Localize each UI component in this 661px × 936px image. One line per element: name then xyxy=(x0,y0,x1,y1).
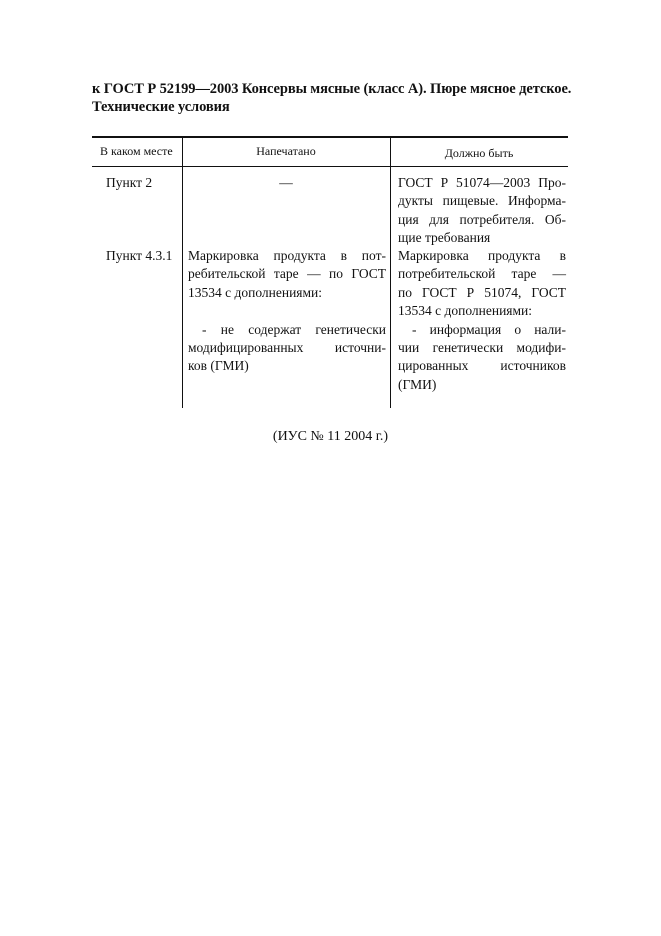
row-2-printed-line: - не содержат генетически xyxy=(202,321,386,337)
row-1-should-be-line: дукты пищевые. Информа- xyxy=(398,193,566,209)
row-1-should-be-line: ция для потребителя. Об- xyxy=(398,211,566,227)
header-place: В каком месте xyxy=(100,144,173,158)
row-2-place xyxy=(106,247,172,265)
amendment-title-line-2: Технические условия xyxy=(92,99,230,115)
amendment-title-line-1: к ГОСТ Р 52199—2003 Консервы мясные (класс А). Пюре мясное детское. xyxy=(92,81,572,97)
header-should-be: Должно быть xyxy=(444,146,514,160)
row-1-printed-dash: — xyxy=(279,175,293,190)
table-header-rule xyxy=(92,166,568,167)
row-2-printed-line: ребительской таре — по ГОСТ xyxy=(188,266,386,282)
row-2-should-be-line: потребительской таре — xyxy=(398,266,566,282)
row-1-should-be-line: ГОСТ Р 51074—2003 Про- xyxy=(398,175,566,190)
row-2-should-be-line: Маркировка продукта в xyxy=(398,248,566,263)
row-2-should-be-line: цированных источников xyxy=(398,358,566,374)
table-column-divider-2 xyxy=(390,136,391,408)
source-reference: (ИУС № 11 2004 г.) xyxy=(272,429,389,444)
row-2-should-be-line: (ГМИ) xyxy=(398,376,437,392)
row-2-printed-line: ков (ГМИ) xyxy=(188,358,249,374)
row-2-should-be-line: чии генетически модифи- xyxy=(398,340,566,356)
row-1-should-be-line: щие требования xyxy=(398,230,491,246)
row-2-should-be-line: по ГОСТ Р 51074, ГОСТ xyxy=(398,284,566,300)
amendment-table xyxy=(92,136,568,408)
table-top-rule xyxy=(92,136,568,138)
row-2-printed-line xyxy=(188,302,386,320)
amendment-title xyxy=(92,80,582,116)
row-2-printed-line: Маркировка продукта в пот- xyxy=(188,248,386,263)
row-2-place-text: Пункт 4.3.1 xyxy=(106,248,173,263)
row-1-place xyxy=(106,174,152,192)
row-1-printed xyxy=(182,174,390,192)
row-2-printed xyxy=(188,247,386,376)
row-2-should-be xyxy=(398,247,566,394)
row-2-should-be-line: - информация о нали- xyxy=(412,321,566,337)
row-1-should-be xyxy=(398,174,566,248)
row-1-place-text: Пункт 2 xyxy=(106,175,153,190)
row-2-should-be-line: 13534 с дополнениями: xyxy=(398,303,533,319)
row-2-printed-line: 13534 с дополнениями: xyxy=(188,284,323,300)
row-2-printed-line: модифицированных источни- xyxy=(188,340,386,356)
header-printed: Напечатано xyxy=(256,144,316,158)
